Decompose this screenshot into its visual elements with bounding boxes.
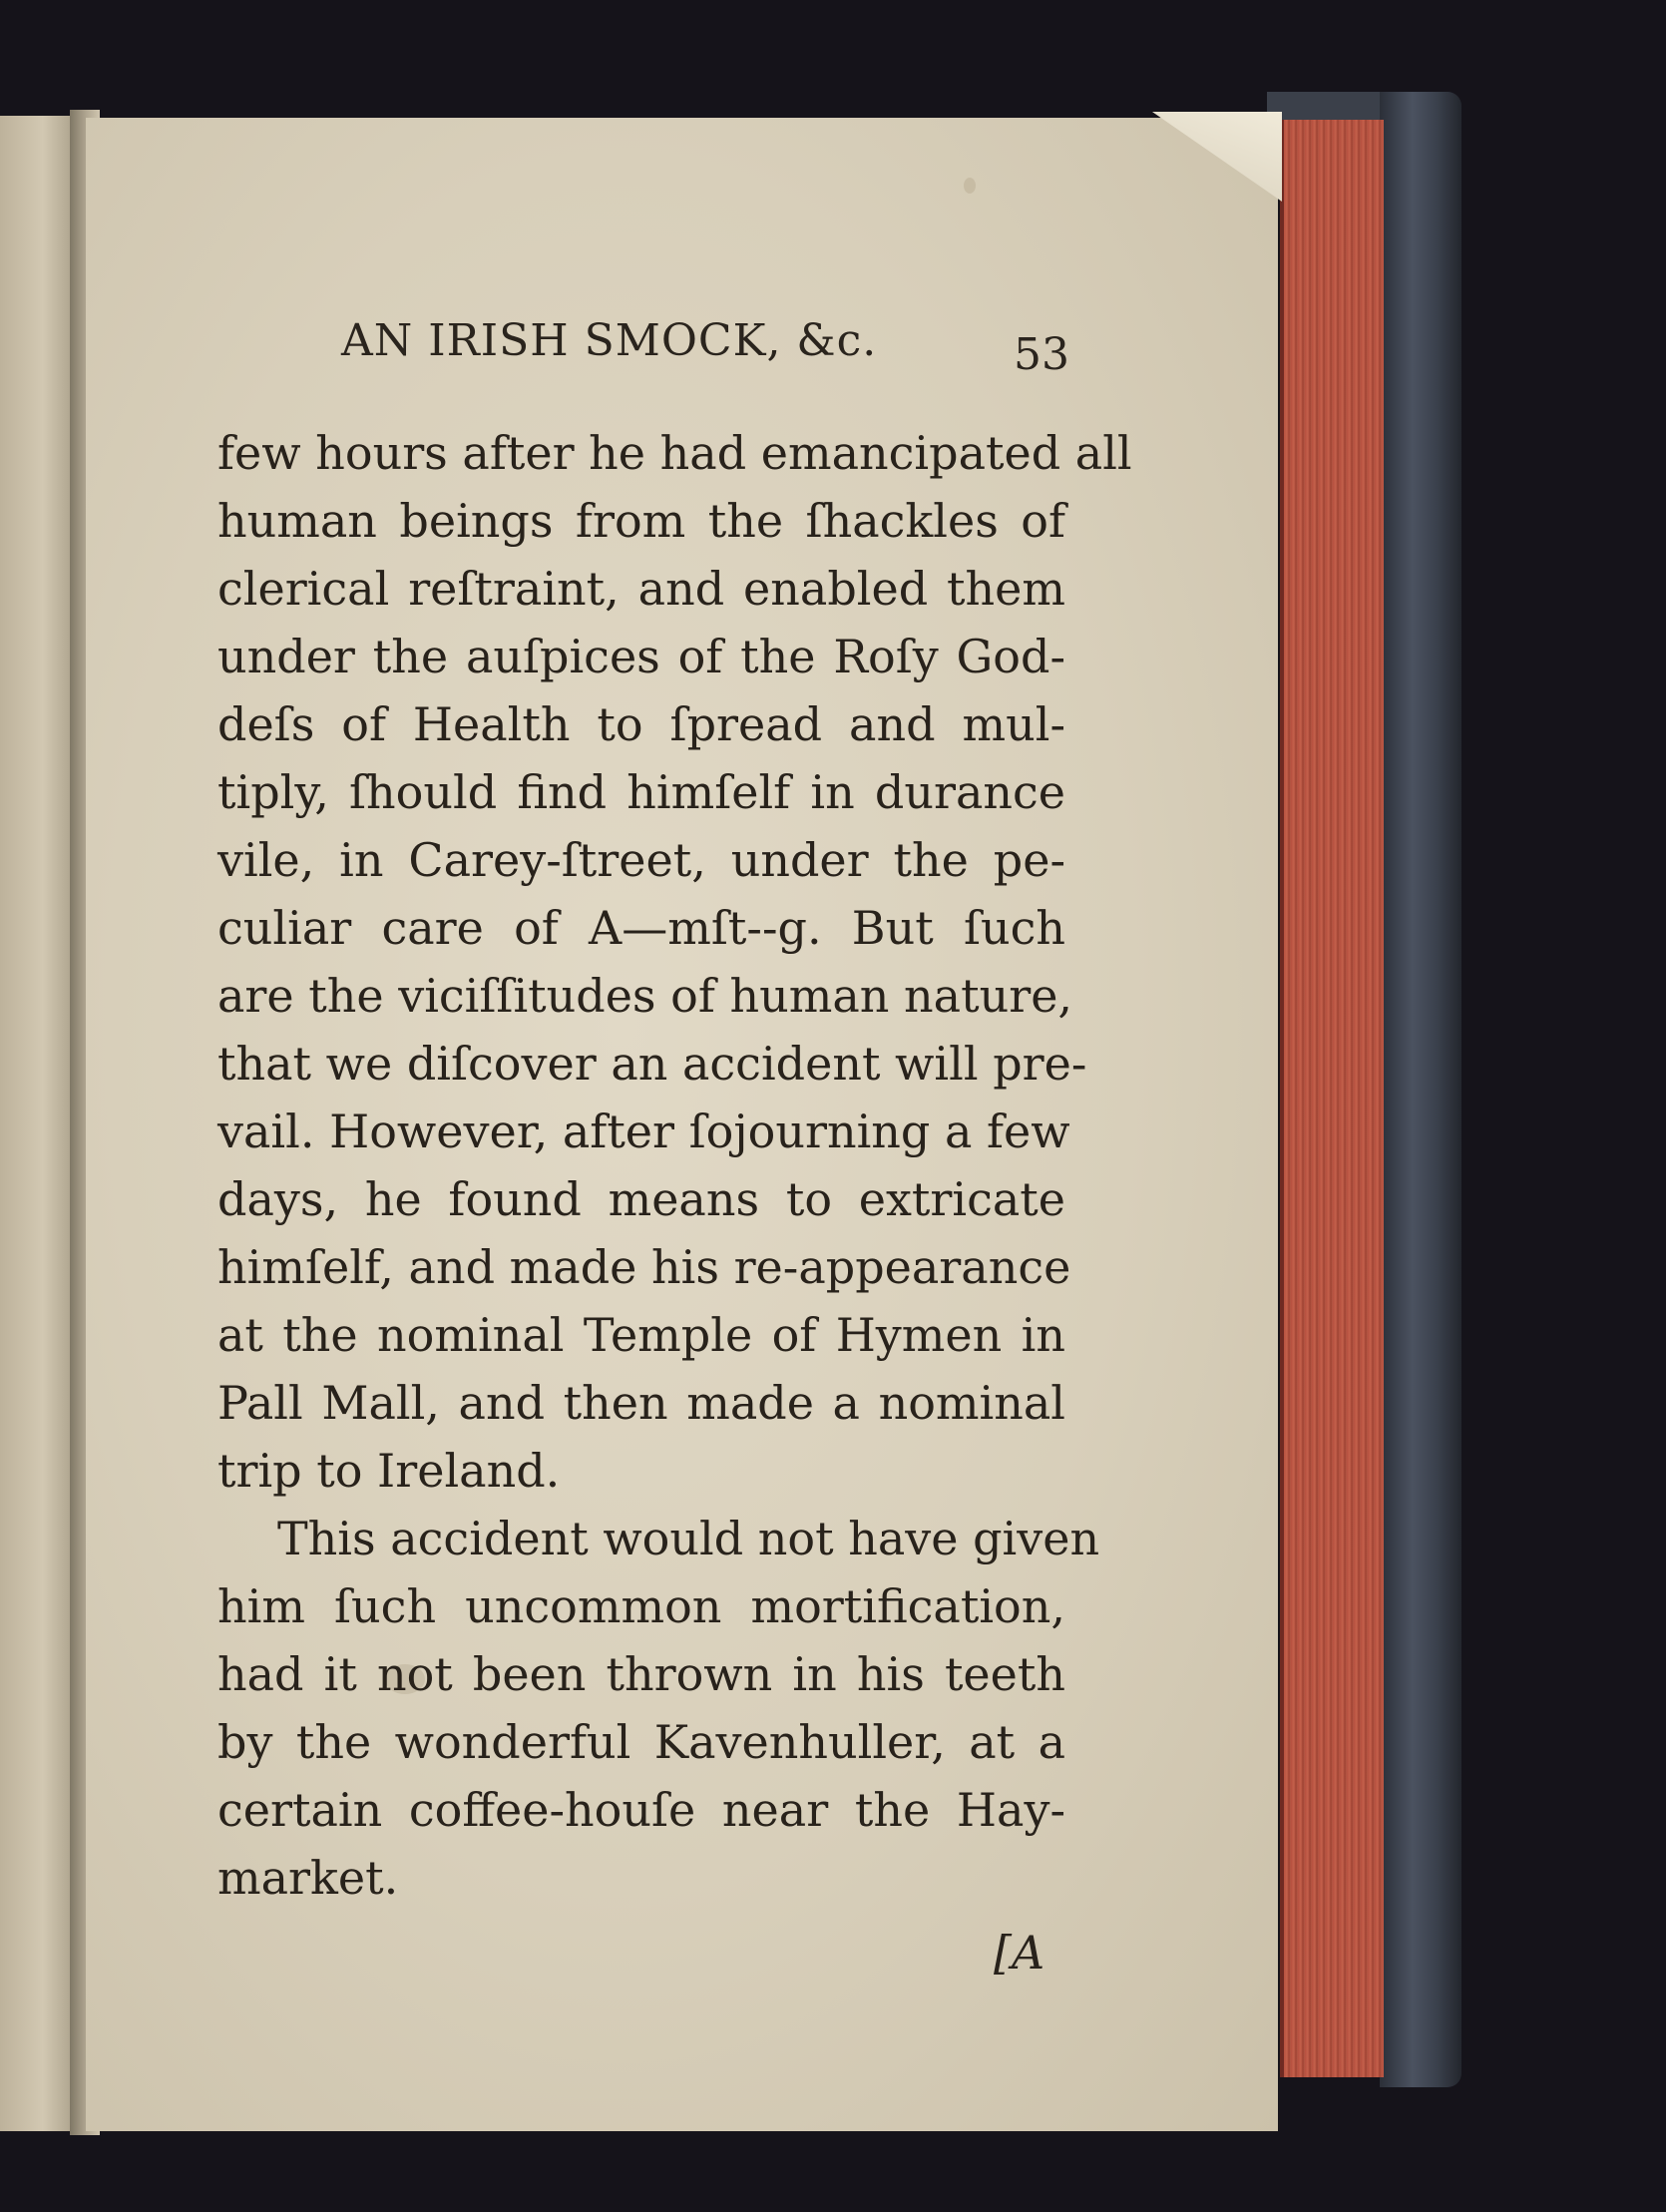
text-line: Pall Mall, and then made a nominal bbox=[217, 1376, 1065, 1430]
red-page-edges bbox=[1280, 120, 1384, 2077]
page-speck bbox=[964, 178, 976, 194]
text-line: days, he found means to extricate bbox=[217, 1172, 1065, 1226]
text-line: This accident would not have given bbox=[277, 1512, 1100, 1565]
page-number: 53 bbox=[1014, 329, 1069, 380]
text-line: certain coffee-houſe near the Hay- bbox=[217, 1783, 1065, 1837]
text-line: that we diſcover an accident will pre- bbox=[217, 1037, 1087, 1091]
text-line: vile, in Carey-ſtreet, under the pe- bbox=[217, 833, 1065, 887]
text-line: tiply, ſhould find himſelf in durance bbox=[217, 765, 1065, 819]
body-text bbox=[217, 419, 1132, 1912]
text-line: market. bbox=[217, 1851, 399, 1905]
running-head: AN IRISH SMOCK, &c. bbox=[341, 315, 878, 366]
text-line: at the nominal Temple of Hymen in bbox=[217, 1308, 1065, 1362]
text-line: himſelf, and made his re-appearance bbox=[217, 1240, 1071, 1294]
text-line: vail. However, after ſojourning a few bbox=[217, 1105, 1070, 1158]
text-line: him ſuch uncommon mortification, bbox=[217, 1579, 1065, 1633]
text-line: culiar care of A—mſt--g. But ſuch bbox=[217, 901, 1065, 955]
text-line: by the wonderful Kavenhuller, at a bbox=[217, 1715, 1065, 1769]
text-line: clerical reſtraint, and enabled them bbox=[217, 562, 1065, 616]
text-line: are the viciſſitudes of human nature, bbox=[217, 969, 1073, 1023]
text-line: deſs of Health to ſpread and mul- bbox=[217, 697, 1065, 751]
facing-page-edge bbox=[0, 116, 78, 2131]
text-line: trip to Ireland. bbox=[217, 1444, 561, 1498]
catchword: [A bbox=[994, 1926, 1045, 1980]
book-cover-board bbox=[1380, 92, 1461, 2087]
text-line: under the auſpices of the Roſy God- bbox=[217, 630, 1065, 683]
text-line: few hours after he had emancipated all bbox=[217, 426, 1132, 480]
text-line: had it not been thrown in his teeth bbox=[217, 1647, 1065, 1701]
text-line: human beings from the ſhackles of bbox=[217, 494, 1065, 548]
